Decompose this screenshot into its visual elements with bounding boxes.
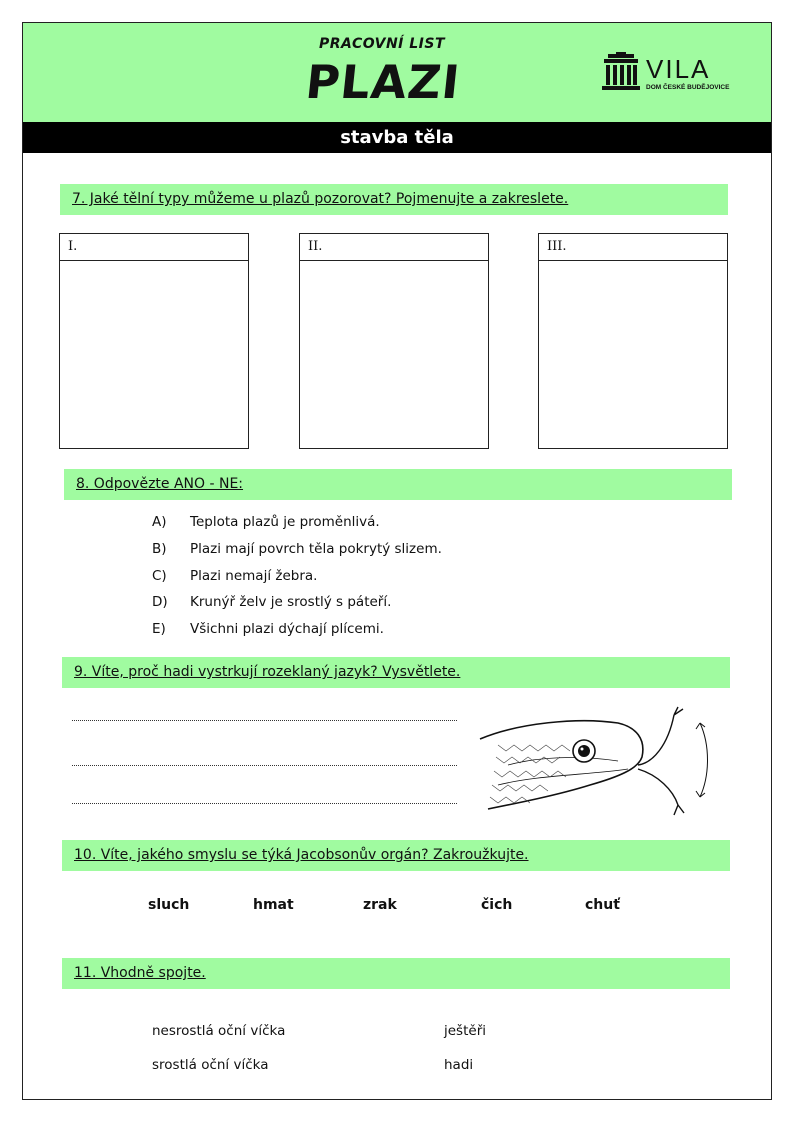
option-hmat[interactable]: hmat xyxy=(253,897,294,913)
box-label: II. xyxy=(300,234,488,261)
match-left-2[interactable]: srostlá oční víčka xyxy=(152,1057,269,1073)
match-left-1[interactable]: nesrostlá oční víčka xyxy=(152,1023,286,1039)
statement-b: B) Plazi mají povrch těla pokrytý slizem. xyxy=(152,541,442,557)
snake-head-illustration xyxy=(478,705,718,820)
worksheet-title: PLAZI xyxy=(303,55,463,109)
drawing-box-3[interactable] xyxy=(538,233,728,449)
box-label: I. xyxy=(60,234,248,261)
statement-a: A) Teplota plazů je proměnlivá. xyxy=(152,514,380,530)
option-chut[interactable]: chuť xyxy=(585,897,620,913)
worksheet-subtitle: PRACOVNÍ LIST xyxy=(319,36,446,52)
statement-d: D) Krunýř želv je srostlý s páteří. xyxy=(152,594,392,610)
question-8: 8. Odpovězte ANO - NE: xyxy=(64,469,732,500)
section-bar: stavba těla xyxy=(23,122,771,153)
question-11: 11. Vhodně spojte. xyxy=(62,958,730,989)
answer-line[interactable] xyxy=(72,720,457,721)
match-right-2[interactable]: hadi xyxy=(444,1057,474,1073)
drawing-box-1[interactable] xyxy=(59,233,249,449)
statement-c: C) Plazi nemají žebra. xyxy=(152,568,318,584)
statement-e: E) Všichni plazi dýchají plícemi. xyxy=(152,621,384,637)
answer-line[interactable] xyxy=(72,803,457,804)
answer-line[interactable] xyxy=(72,765,457,766)
box-label: III. xyxy=(539,234,727,261)
option-zrak[interactable]: zrak xyxy=(363,897,397,913)
match-right-1[interactable]: ještěři xyxy=(444,1023,486,1039)
question-10: 10. Víte, jakého smyslu se týká Jacobsonův orgán? Zakroužkujte. xyxy=(62,840,730,871)
logo-subtitle: DOM ČESKÉ BUDĚJOVICE xyxy=(646,84,730,91)
question-7: 7. Jaké tělní typy můžeme u plazů pozorovat? Pojmenujte a zakreslete. xyxy=(60,184,728,215)
question-9: 9. Víte, proč hadi vystrkují rozeklaný jazyk? Vysvětlete. xyxy=(62,657,730,688)
option-cich[interactable]: čich xyxy=(481,897,513,913)
building-icon xyxy=(602,52,640,92)
logo-name: VILA xyxy=(646,54,711,84)
drawing-box-2[interactable] xyxy=(299,233,489,449)
option-sluch[interactable]: sluch xyxy=(148,897,190,913)
vila-logo xyxy=(602,52,732,94)
